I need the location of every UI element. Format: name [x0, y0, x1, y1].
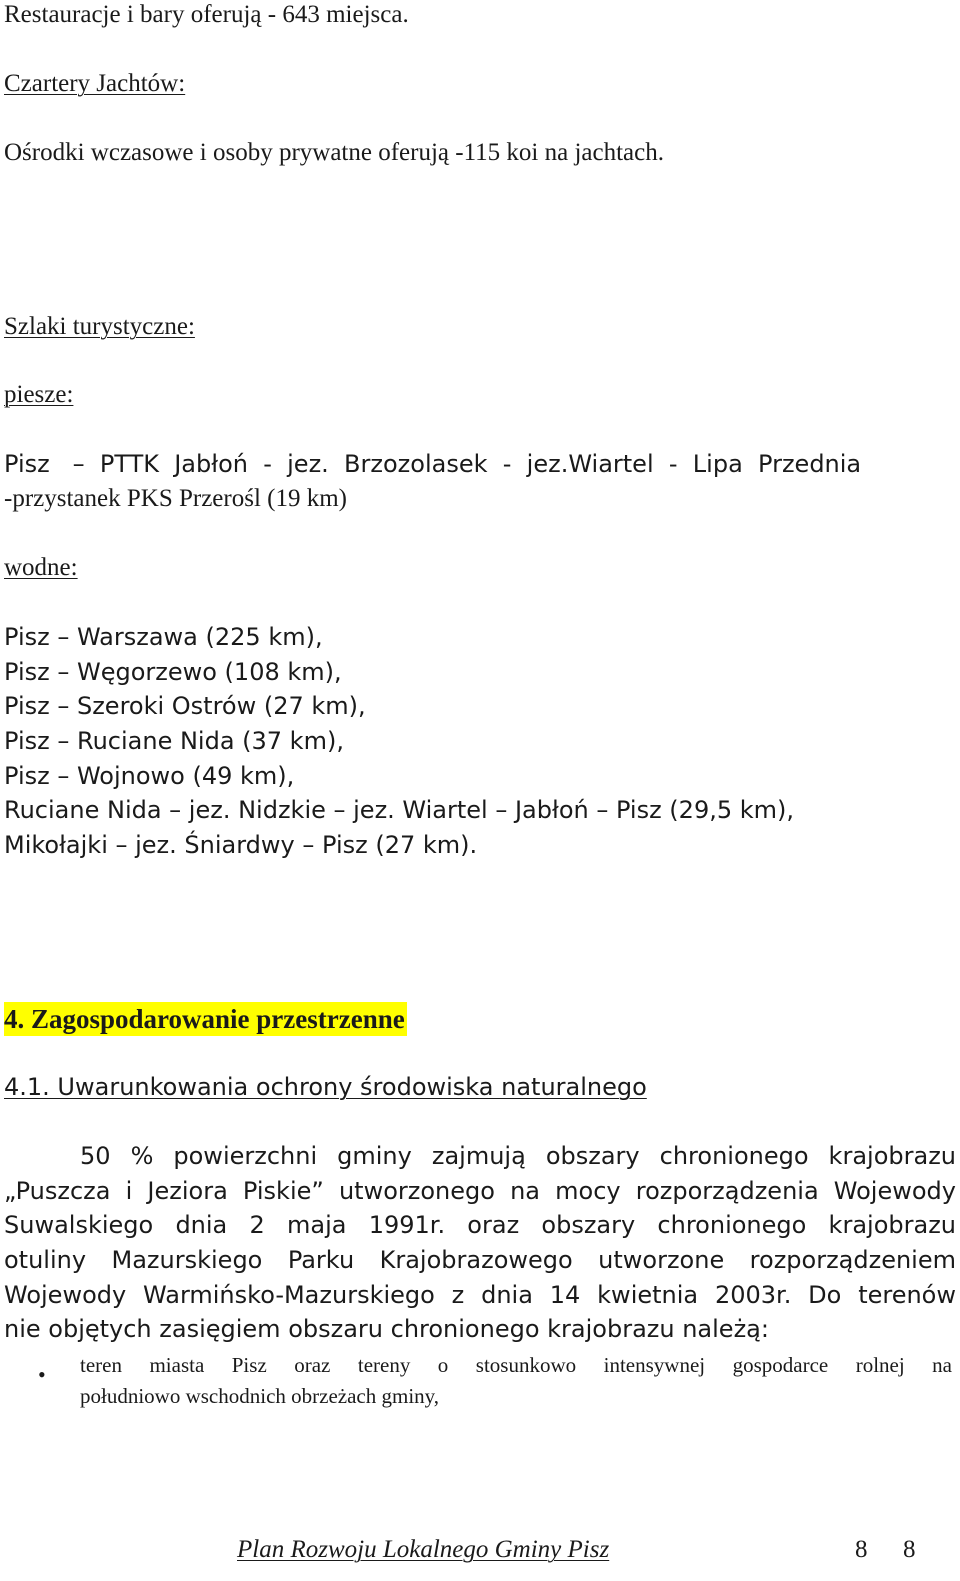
bullet-line-1: teren miasta Pisz oraz tereny o stosunkowo intensywnej gospodarce rolnej na [80, 1353, 952, 1377]
water-route-ruciane-nida: Pisz – Ruciane Nida (37 km), [4, 727, 344, 755]
water-route-szeroki-ostrow: Pisz – Szeroki Ostrów (27 km), [4, 692, 366, 720]
section-heading: 4. Zagospodarowanie przestrzenne [4, 1004, 405, 1034]
water-route-wegorzewo: Pisz – Węgorzewo (108 km), [4, 658, 342, 686]
tourist-trails-label: Szlaki turystyczne: [4, 313, 195, 340]
water-route-nidzkie: Ruciane Nida – jez. Nidzkie – jez. Wiartel – Jabłoń – Pisz (29,5 km), [4, 796, 795, 824]
paragraph-line-2: „Puszcza i Jeziora Piskie” utworzonego na mocy rozporządzenia Wojewody [4, 1177, 956, 1205]
water-routes-label: wodne: [4, 554, 78, 581]
bullet-icon: • [38, 1362, 46, 1387]
water-route-sniardwy: Mikołajki – jez. Śniardwy – Pisz (27 km). [4, 831, 478, 859]
yacht-charters-label: Czartery Jachtów: [4, 70, 186, 97]
hiking-route-line-1: Pisz – PTTK Jabłoń - jez. Brzozolasek - jez.Wiartel - Lipa Przednia [4, 450, 862, 478]
footer-page-number: 8 [855, 1536, 868, 1563]
paragraph-line-1: 50 % powierzchni gminy zajmują obszary chronionego krajobrazu [80, 1142, 956, 1170]
subsection-heading: 4.1. Uwarunkowania ochrony środowiska naturalnego [4, 1073, 647, 1101]
hiking-label: piesze: [4, 381, 74, 408]
footer-page-number-2: 8 [903, 1536, 916, 1563]
water-route-warszawa: Pisz – Warszawa (225 km), [4, 623, 323, 651]
water-route-wojnowo: Pisz – Wojnowo (49 km), [4, 762, 295, 790]
paragraph-line-6: nie objętych zasięgiem obszaru chronionego krajobrazu należą: [4, 1315, 769, 1343]
paragraph-line-3: Suwalskiego dnia 2 maja 1991r. oraz obszary chronionego krajobrazu [4, 1211, 956, 1239]
paragraph-line-4: otuliny Mazurskiego Parku Krajobrazowego utworzone rozporządzeniem [4, 1246, 956, 1274]
restaurants-line: Restauracje i bary oferują - 643 miejsca. [4, 1, 409, 28]
hiking-route-line-2: -przystanek PKS Przerośl (19 km) [4, 485, 347, 512]
bullet-line-2: południowo wschodnich obrzeżach gminy, [80, 1384, 440, 1408]
footer-title: Plan Rozwoju Lokalnego Gminy Pisz [237, 1536, 610, 1563]
yacht-berths-line: Ośrodki wczasowe i osoby prywatne oferują -115 koi na jachtach. [4, 139, 664, 166]
paragraph-line-5: Wojewody Warmińsko-Mazurskiego z dnia 14 kwietnia 2003r. Do terenów [4, 1281, 956, 1309]
